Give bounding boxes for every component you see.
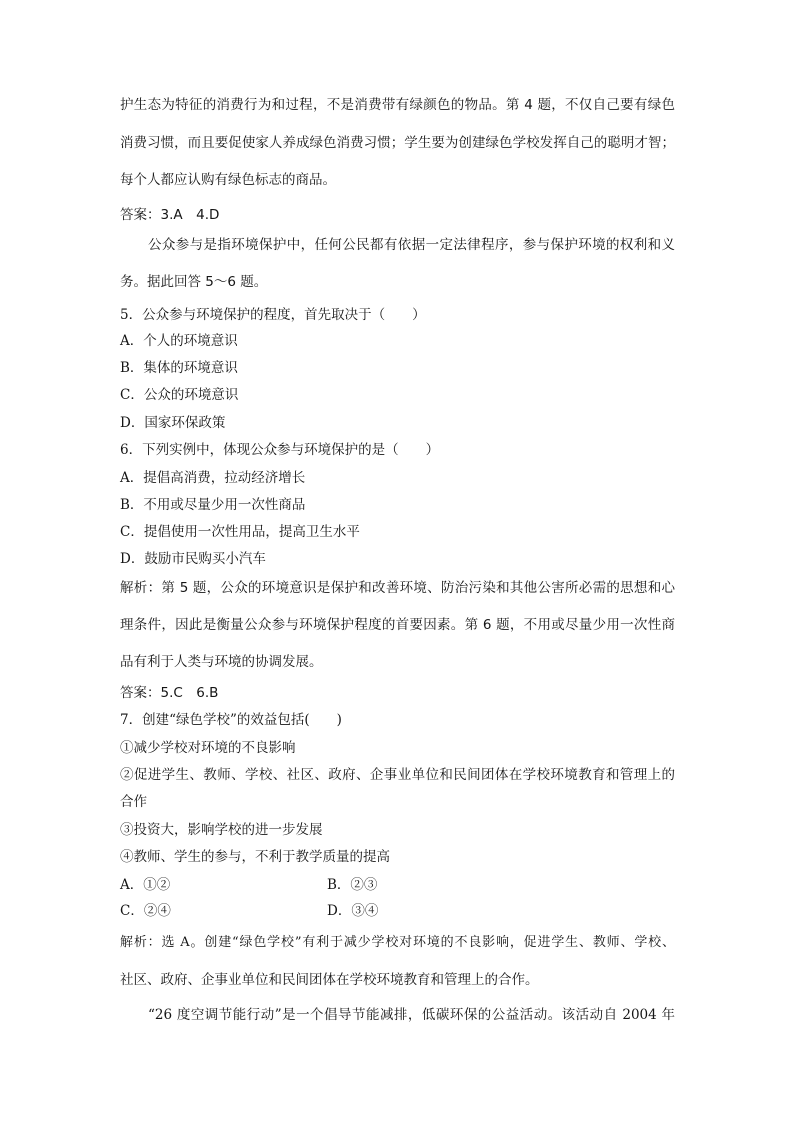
question-7-statement: ①减少学校对环境的不良影响 bbox=[120, 740, 296, 756]
intro-line: 公众参与是指环境保护中，任何公民都有依据一定法律程序，参与保护环境的权利和义 bbox=[148, 237, 675, 253]
question-6-option-d: D．鼓励市民购买小汽车 bbox=[120, 551, 266, 567]
question-5-option-c: C．公众的环境意识 bbox=[120, 387, 239, 403]
question-7-statement: ②促进学生、教师、学校、社区、政府、企事业单位和民间团体在学校环境教育和管理上的 bbox=[120, 767, 675, 783]
question-5-option-d: D．国家环保政策 bbox=[120, 415, 226, 431]
answer-5-6: 答案：5.C 6.B bbox=[120, 685, 219, 701]
question-7-statement: ③投资大，影响学校的进一步发展 bbox=[120, 822, 323, 838]
question-6-option-b: B．不用或尽量少用一次性商品 bbox=[120, 497, 306, 513]
question-6-option-a: A．提倡高消费，拉动经济增长 bbox=[120, 470, 306, 486]
question-7-statement: ④教师、学生的参与，不利于教学质量的提高 bbox=[120, 849, 390, 865]
intro-line: 务。据此回答 5～6 题。 bbox=[120, 274, 268, 290]
question-6-option-c: C．提倡使用一次性用品，提高卫生水平 bbox=[120, 524, 360, 540]
next-passage-line: “26 度空调节能行动”是一个倡导节能减排，低碳环保的公益活动。该活动自 2004 年 bbox=[148, 1007, 675, 1023]
question-5-stem: 5．公众参与环境保护的程度，首先取决于（ ） bbox=[120, 307, 426, 323]
question-5-option-b: B．集体的环境意识 bbox=[120, 360, 238, 376]
analysis-line: 理条件，因此是衡量公众参与环境保护程度的首要因素。第 6 题，不用或尽量少用一次性商 bbox=[120, 617, 675, 633]
question-7-option-a: A．①② bbox=[120, 877, 171, 893]
question-5-option-a: A．个人的环境意识 bbox=[120, 333, 238, 349]
question-7-statement: 合作 bbox=[120, 794, 147, 810]
question-7-option-b: B．②③ bbox=[327, 877, 378, 893]
passage-line: 每个人都应认购有绿色标志的商品。 bbox=[120, 172, 336, 188]
passage-line: 消费习惯，而且要促使家人养成绿色消费习惯；学生要为创建绿色学校发挥自己的聪明才智； bbox=[120, 135, 675, 151]
answer-3-4: 答案：3.A 4.D bbox=[120, 207, 220, 223]
analysis-line: 品有利于人类与环境的协调发展。 bbox=[120, 654, 323, 670]
analysis-line: 解析：选 A。创建“绿色学校”有利于减少学校对环境的不良影响，促进学生、教师、学校、 bbox=[120, 935, 675, 950]
question-7-option-c: C．②④ bbox=[120, 903, 171, 919]
question-7-stem: 7．创建“绿色学校”的效益包括( ) bbox=[120, 712, 342, 728]
question-7-option-d: D．③④ bbox=[327, 903, 379, 919]
passage-line: 护生态为特征的消费行为和过程，不是消费带有绿颜色的物品。第 4 题，不仅自己要有绿色 bbox=[120, 97, 675, 113]
analysis-line: 社区、政府、企事业单位和民间团体在学校环境教育和管理上的合作。 bbox=[120, 972, 539, 988]
question-6-stem: 6．下列实例中，体现公众参与环境保护的是（ ） bbox=[120, 442, 440, 458]
analysis-line: 解析：第 5 题，公众的环境意识是保护和改善环境、防治污染和其他公害所必需的思想和心 bbox=[120, 580, 675, 596]
